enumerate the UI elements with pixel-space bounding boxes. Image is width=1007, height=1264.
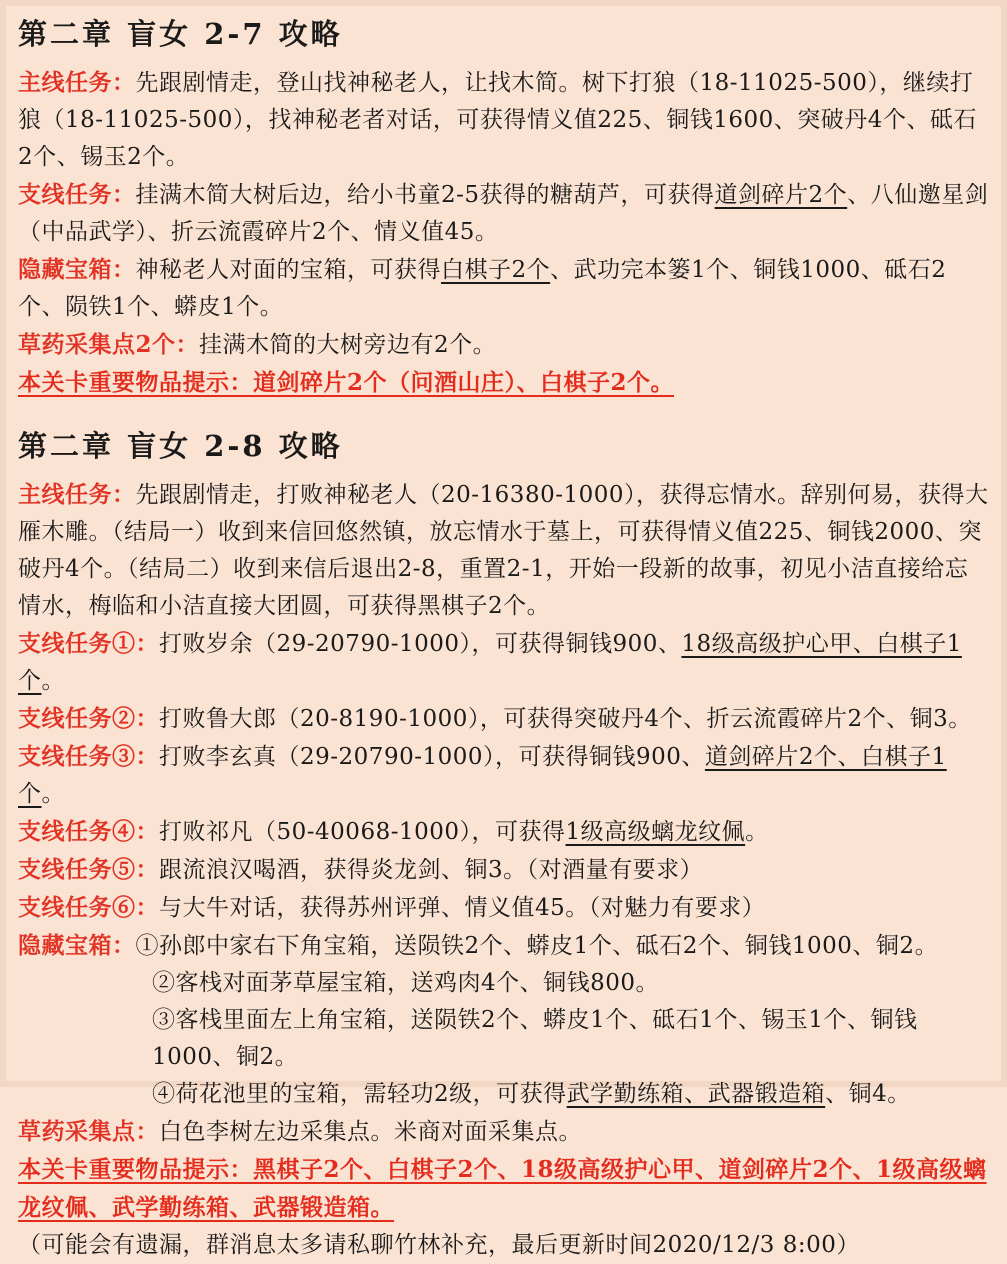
paragraph — [18, 476, 989, 625]
text-run: 、八仙邀星剑（中品武学）、折云流霞碎片2个、情义值45。 — [18, 182, 989, 245]
text-run: 。 — [745, 819, 769, 845]
text-run: 、武功完本篓1个、铜钱1000、砥石2个、陨铁1个、蟒皮1个。 — [18, 257, 947, 320]
paragraph — [18, 851, 989, 889]
text-run: 神秘老人对面的宝箱，可获得 — [135, 257, 441, 283]
underlined-item: 道剑碎片2个 — [714, 182, 848, 208]
field-label: 支线任务⑤： — [18, 856, 159, 883]
paragraph — [18, 625, 989, 700]
section-title-text: 第二章 盲女 2-8 攻略 — [18, 429, 343, 463]
section-title-text: 第二章 盲女 2-7 攻略 — [18, 17, 343, 51]
text-run: 先跟剧情走，打败神秘老人（20-16380-1000），获得忘情水。辞别何易，获得大雁木雕。（结局一）收到来信回悠然镇，放忘情水于墓上，可获得情义值225、铜钱2000、突破丹4个。（结局二）收到来信后退出2-8，重置2-1，开始一段新的故事，初见小洁直接给忘情水，梅临和小洁直接大团圆，可获得黑棋子2个。 — [18, 482, 989, 619]
field-label: 隐藏宝箱： — [18, 932, 136, 959]
field-label: 支线任务①： — [18, 630, 159, 657]
paragraph — [18, 1151, 989, 1227]
field-label: 支线任务： — [18, 181, 136, 208]
underlined-item: 白棋子2个 — [441, 257, 551, 283]
paragraph — [18, 927, 989, 965]
text-run: 先跟剧情走，登山找神秘老人，让找木简。树下打狼（18-11025-500），继续打狼（18-11025-500），找神秘老者对话，可获得情义值225、铜钱1600、突破丹4个、砥石2个、锡玉2个。 — [18, 70, 977, 170]
important-note-text: 本关卡重要物品提示：道剑碎片2个（问酒山庄）、白棋子2个。 — [18, 369, 675, 396]
text-run: ②客栈对面茅草屋宝箱，送鸡肉4个、铜钱800。 — [152, 970, 660, 996]
text-run: 与大牛对话，获得苏州评弹、情义值45。（对魅力有要求） — [159, 895, 766, 921]
field-label: 支线任务②： — [18, 705, 159, 732]
text-run: 打败鲁大郎（20-8190-1000），可获得突破丹4个、折云流霞碎片2个、铜3。 — [159, 706, 972, 732]
section-title — [18, 426, 989, 466]
underlined-item: 1级高级螭龙纹佩 — [565, 819, 746, 845]
text-run: 挂满木简大树后边，给小书童2-5获得的糖葫芦，可获得 — [135, 182, 715, 208]
text-run: 打败岁余（29-20790-1000），可获得铜钱900、 — [159, 631, 682, 657]
text-run: 挂满木简的大树旁边有2个。 — [199, 332, 497, 358]
underlined-item: 武学勤练箱、武器锻造箱 — [566, 1081, 826, 1107]
important-note-text: 本关卡重要物品提示：黑棋子2个、白棋子2个、18级高级护心甲、道剑碎片2个、1级高级螭龙纹佩、武学勤练箱、武器锻造箱。 — [18, 1156, 987, 1221]
field-label: 主线任务： — [18, 69, 136, 96]
field-label: 支线任务③： — [18, 743, 159, 770]
paragraph — [18, 889, 989, 927]
paragraph — [18, 326, 989, 364]
paragraph — [152, 1076, 989, 1113]
section-title — [18, 14, 989, 54]
field-label: 隐藏宝箱： — [18, 256, 136, 283]
text-run: （可能会有遗漏，群消息太多请私聊竹林补充，最后更新时间2020/12/3 8:00） — [18, 1232, 860, 1258]
paragraph — [152, 1002, 989, 1076]
underlined-item: 18级高级护心甲、白棋子1个 — [18, 631, 962, 694]
field-label: 草药采集点2个： — [18, 331, 200, 358]
text-run: ③客栈里面左上角宝箱，送陨铁2个、蟒皮1个、砥石1个、锡玉1个、铜钱1000、铜2。 — [152, 1007, 918, 1070]
text-run: 打败祁凡（50-40068-1000），可获得 — [159, 819, 566, 845]
paragraph — [18, 176, 989, 251]
text-run: ④荷花池里的宝箱，需轻功2级，可获得 — [152, 1081, 567, 1107]
text-run: 白色李树左边采集点。米商对面采集点。 — [159, 1119, 582, 1145]
text-run: 。 — [41, 668, 65, 694]
field-label: 支线任务⑥： — [18, 894, 159, 921]
paragraph — [18, 1113, 989, 1151]
paragraph — [152, 965, 989, 1002]
text-run: 。 — [41, 781, 65, 807]
paragraph — [18, 700, 989, 738]
text-run: 跟流浪汉喝酒，获得炎龙剑、铜3。（对酒量有要求） — [159, 857, 704, 883]
paragraph — [18, 64, 989, 176]
paragraph — [18, 1227, 989, 1264]
field-label: 主线任务： — [18, 481, 136, 508]
text-run: 打败李玄真（29-20790-1000），可获得铜钱900、 — [159, 744, 705, 770]
field-label: 草药采集点： — [18, 1118, 159, 1145]
paragraph — [18, 813, 989, 851]
paragraph — [18, 364, 989, 402]
field-label: 支线任务④： — [18, 818, 159, 845]
underlined-item: 道剑碎片2个、白棋子1个 — [18, 744, 947, 807]
paragraph — [18, 251, 989, 326]
text-run: ①孙郎中家右下角宝箱，送陨铁2个、蟒皮1个、砥石2个、铜钱1000、铜2。 — [135, 933, 939, 959]
paragraph — [18, 738, 989, 813]
text-run: 、铜4。 — [825, 1081, 911, 1107]
